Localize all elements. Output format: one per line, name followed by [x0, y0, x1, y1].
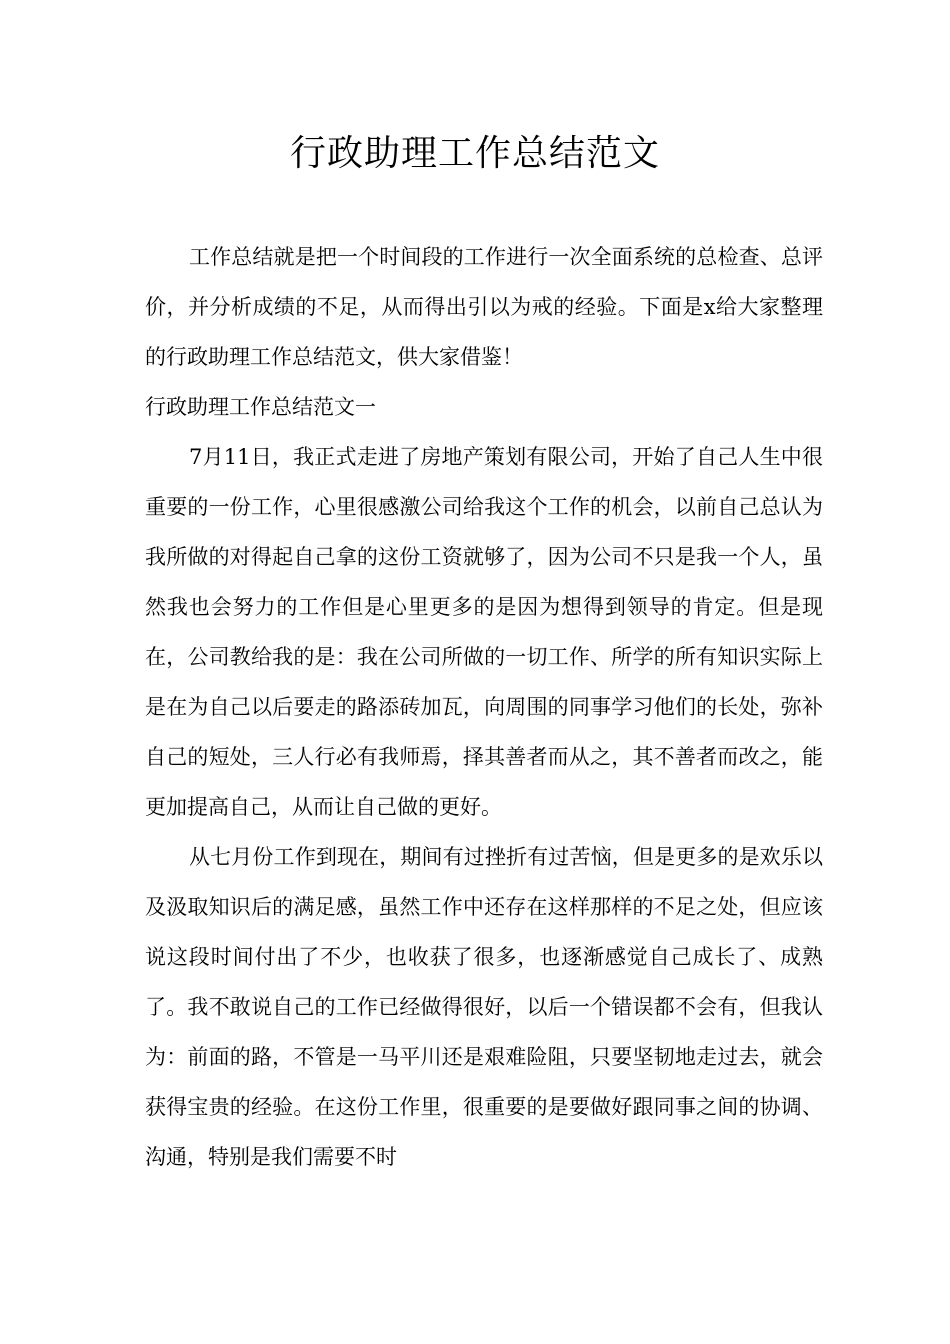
- section-heading: 行政助理工作总结范文一: [145, 395, 376, 419]
- intro-paragraph: 工作总结就是把一个时间段的工作进行一次全面系统的总检查、总评价，并分析成绩的不足，从而得出引以为戒的经验。下面是x给大家整理的行政助理工作总结范文，供大家借鉴！: [145, 245, 823, 369]
- body-paragraph-1: 7月11日，我正式走进了房地产策划有限公司，开始了自己人生中很重要的一份工作，心里很感激公司给我这个工作的机会，以前自己总认为我所做的对得起自己拿的这份工资就够了，因为公司不只是我一个人，虽然我也会努力的工作但是心里更多的是因为想得到领导的肯定。但是现在，公司教给我的是：我在公司所做的一切工作、所学的所有知识实际上是在为自己以后要走的路添砖加瓦，向周围的同事学习他们的长处，弥补自己的短处，三人行必有我师焉，择其善者而从之，其不善者而改之，能更加提高自己，从而让自己做的更好。: [145, 445, 823, 819]
- document-body: [145, 232, 823, 1182]
- body-paragraph-2: 从七月份工作到现在，期间有过挫折有过苦恼，但是更多的是欢乐以及汲取知识后的满足感，虽然工作中还存在这样那样的不足之处，但应该说这段时间付出了不少，也收获了很多，也逐渐感觉自己成长了、成熟了。我不敢说自己的工作已经做得很好，以后一个错误都不会有，但我认为：前面的路，不管是一马平川还是艰难险阻，只要坚韧地走过去，就会获得宝贵的经验。在这份工作里，很重要的是要做好跟同事之间的协调、沟通，特别是我们需要不时: [145, 845, 823, 1169]
- document-title: 行政助理工作总结范文: [289, 133, 660, 174]
